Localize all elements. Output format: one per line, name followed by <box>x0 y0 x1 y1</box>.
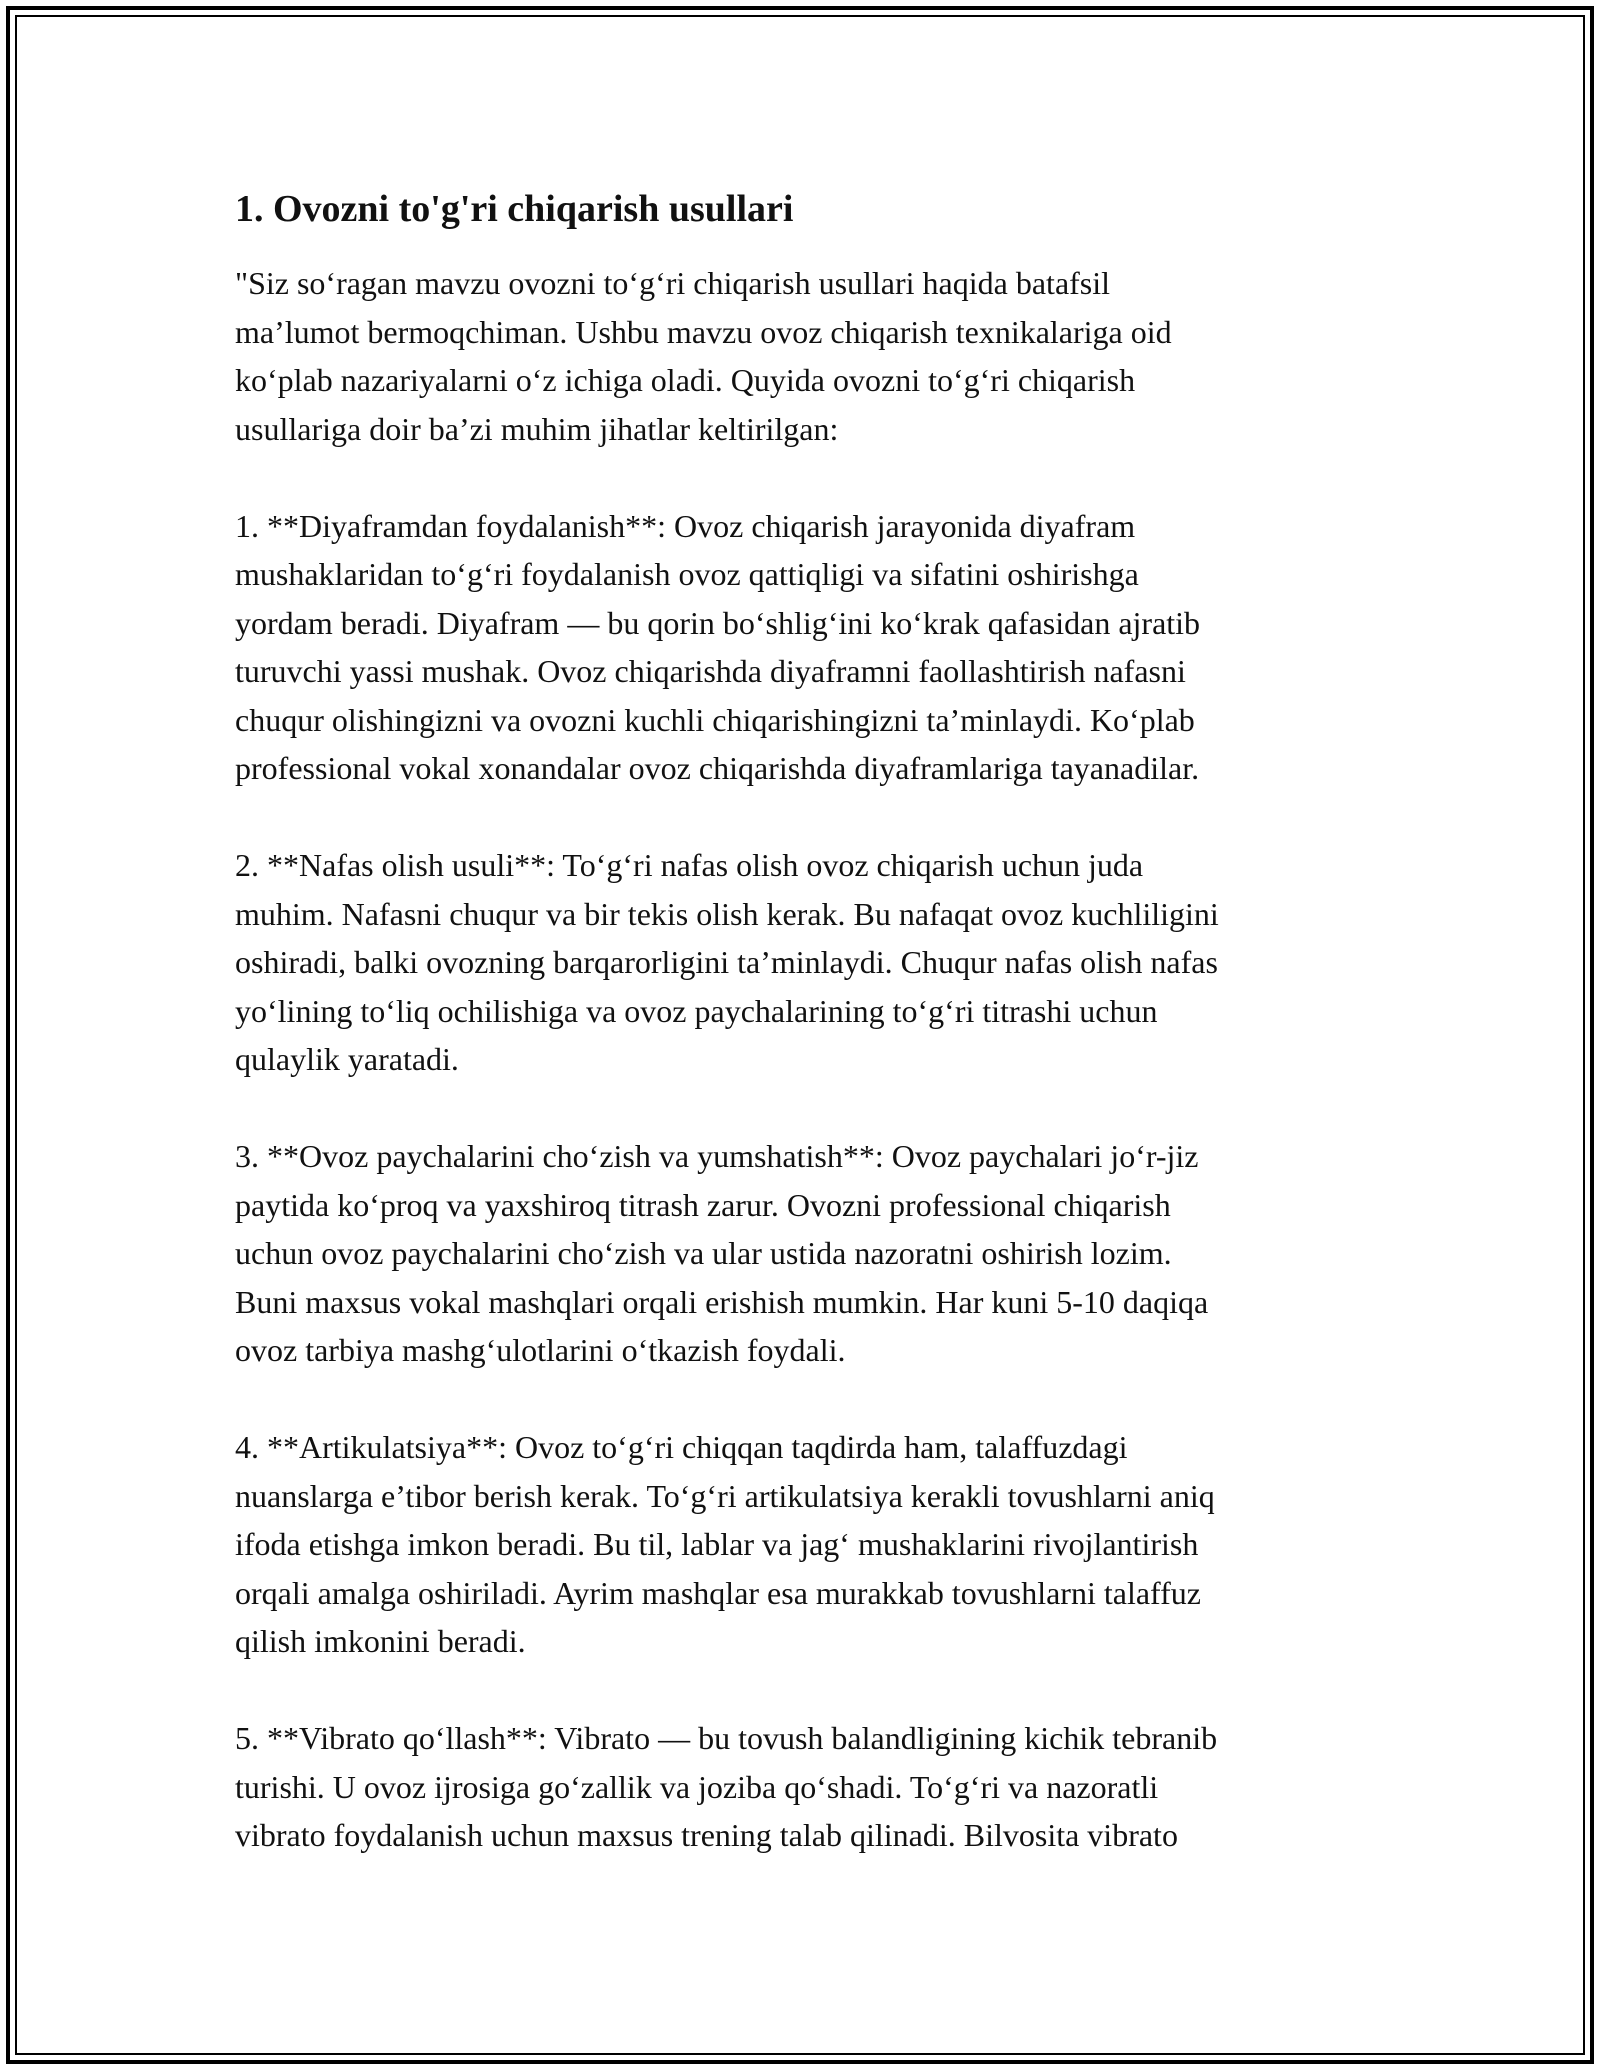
text-line: usullariga doir ba’zi muhim jihatlar keltirilgan: <box>235 410 839 447</box>
text-line: turishi. U ovoz ijrosiga go‘zallik va joziba qo‘shadi. To‘g‘ri va nazoratli <box>235 1768 1159 1805</box>
text-line: oshiradi, balki ovozning barqarorligini ta’minlaydi. Chuqur nafas olish nafas <box>235 944 1218 980</box>
paragraph-vocal-cords <box>235 1132 1375 1375</box>
text-line: mushaklaridan to‘g‘ri foydalanish ovoz qattiqligi va sifatini oshirishga <box>235 556 1139 592</box>
text-line: ma’lumot bermoqchiman. Ushbu mavzu ovoz chiqarish texnikalariga oid <box>235 313 1172 350</box>
text-line: 5. **Vibrato qo‘llash**: Vibrato — bu tovush balandligining kichik tebranib <box>235 1720 1218 1756</box>
paragraph-breathing <box>235 841 1375 1084</box>
text-line: qulaylik yaratadi. <box>235 1041 459 1077</box>
text-line: 4. **Artikulatsiya**: Ovoz to‘g‘ri chiqqan taqdirda ham, talaffuzdagi <box>235 1429 1128 1465</box>
text-line: muhim. Nafasni chuqur va bir tekis olish kerak. Bu nafaqat ovoz kuchliligini <box>235 895 1219 932</box>
text-line: ovoz tarbiya mashg‘ulotlarini o‘tkazish foydali. <box>235 1332 846 1368</box>
document-title: 1. Ovozni to'g'ri chiqarish usullari <box>235 188 794 230</box>
paragraph-articulation <box>235 1423 1375 1666</box>
document-body <box>235 185 1375 1908</box>
text-line: turuvchi yassi mushak. Ovoz chiqarishda diyaframni faollashtirish nafasni <box>235 653 1186 689</box>
text-line: 1. **Diyaframdan foydalanish**: Ovoz chiqarish jarayonida diyafram <box>235 507 1136 544</box>
text-line: nuanslarga e’tibor berish kerak. To‘g‘ri artikulatsiya kerakli tovushlarni aniq <box>235 1477 1215 1514</box>
text-line: 2. **Nafas olish usuli**: To‘g‘ri nafas olish ovoz chiqarish uchun juda <box>235 847 1144 883</box>
text-line: 3. **Ovoz paychalarini cho‘zish va yumshatish**: Ovoz paychalari jo‘r-jiz <box>235 1138 1199 1174</box>
text-line: professional vokal xonandalar ovoz chiqarishda diyaframlariga tayanadilar. <box>235 750 1200 786</box>
text-line: ko‘plab nazariyalarni o‘z ichiga oladi. Quyida ovozni to‘g‘ri chiqarish <box>235 362 1136 398</box>
text-line: qilish imkonini beradi. <box>235 1623 526 1659</box>
text-line: paytida ko‘proq va yaxshiroq titrash zarur. Ovozni professional chiqarish <box>235 1186 1171 1223</box>
text-line: orqali amalga oshiriladi. Ayrim mashqlar esa murakkab tovushlarni talaffuz <box>235 1574 1201 1611</box>
text-line: uchun ovoz paychalarini cho‘zish va ular ustida nazoratni oshirish lozim. <box>235 1235 1172 1271</box>
paragraph-diaphragm <box>235 502 1375 793</box>
intro-paragraph <box>235 259 1375 453</box>
text-line: yordam beradi. Diyafram — bu qorin bo‘shlig‘ini ko‘krak qafasidan ajratib <box>235 604 1201 641</box>
text-line: vibrato foydalanish uchun maxsus trening talab qilinadi. Bilvosita vibrato <box>235 1817 1178 1853</box>
paragraph-vibrato <box>235 1714 1375 1860</box>
text-line: ifoda etishga imkon beradi. Bu til, lablar va jag‘ mushaklarini rivojlantirish <box>235 1526 1199 1562</box>
text-line: Buni maxsus vokal mashqlari orqali erishish mumkin. Har kuni 5-10 daqiqa <box>235 1283 1209 1320</box>
text-line: yo‘lining to‘liq ochilishiga va ovoz paychalarining to‘g‘ri titrashi uchun <box>235 992 1158 1029</box>
text-line: chuqur olishingizni va ovozni kuchli chiqarishingizni ta’minlaydi. Ko‘plab <box>235 701 1195 738</box>
text-line: "Siz so‘ragan mavzu ovozni to‘g‘ri chiqarish usullari haqida batafsil <box>235 265 1111 301</box>
